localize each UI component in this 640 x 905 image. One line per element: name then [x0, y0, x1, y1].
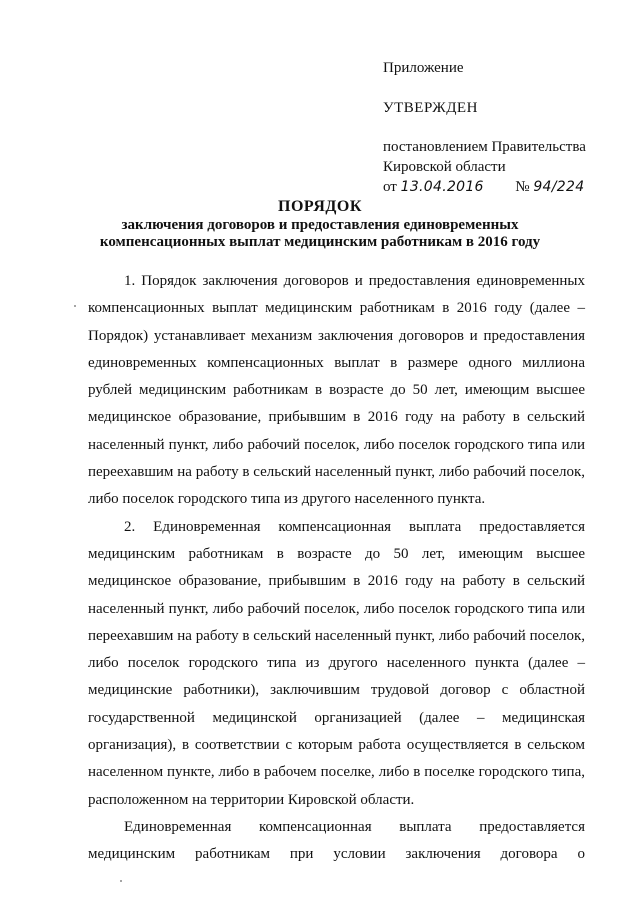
scan-speck [74, 305, 76, 307]
title-line-2: компенсационных выплат медицинским работникам в 2016 году [99, 234, 541, 250]
document-title [60, 198, 580, 251]
approval-header [383, 58, 586, 197]
document-body [88, 268, 585, 869]
decree-line-1: постановлением Правительства [383, 139, 586, 155]
title-line-1: заключения договоров и предоставления единовременных [121, 217, 519, 233]
appendix-label: Приложение [383, 60, 464, 76]
paragraph-1: 1. Порядок заключения договоров и предоставления единовременных компенсационных выплат медицинским работникам в 2016 году (далее – Порядок) устанавливает механизм заключения договоров и предоставления единовременных компенсационных выплат в размере одного миллиона рублей медицинским работникам в возрасте до 50 лет, имеющим высшее медицинское образование, прибывшим в 2016 году на работу в сельский населенный пункт, либо рабочий поселок, либо поселок городского типа или переехавшим на работу в сельский населенный пункт, либо рабочий поселок, либо поселок городского типа из другого населенного пункта. [88, 273, 585, 508]
date-prefix: от [383, 179, 397, 195]
paragraph-3: Единовременная компенсационная выплата предоставляется медицинским работникам при условии заключения договора о [88, 818, 585, 863]
paragraph-2: 2. Единовременная компенсационная выплата предоставляется медицинским работникам в возрасте до 50 лет, имеющим высшее медицинское образование, прибывшим в 2016 году на работу в сельский населенный пункт, либо рабочий поселок, либо поселок городского типа или переехавшим на работу в сельский населенный пункт, либо рабочий поселок, либо поселок городского типа из другого населенного пункта (далее – медицинские работники), заключившим трудовой договор с областной государственной медицинской организацией (далее – медицинская организация), в соответствии с которым работа осуществляется в сельском населенном пункте, либо в рабочем поселке, либо в поселке городского типа, расположенном на территории Кировской области. [88, 518, 585, 808]
approved-label: УТВЕРЖДЕН [383, 100, 478, 116]
title-main: ПОРЯДОК [278, 198, 362, 215]
decree-line-2: Кировской области [383, 159, 506, 175]
handwritten-date: 13.04.2016 [400, 179, 484, 195]
number-prefix: № [515, 179, 530, 195]
handwritten-number: 94/224 [533, 179, 585, 195]
decree-date-number [383, 177, 586, 197]
scan-speck [120, 880, 122, 882]
